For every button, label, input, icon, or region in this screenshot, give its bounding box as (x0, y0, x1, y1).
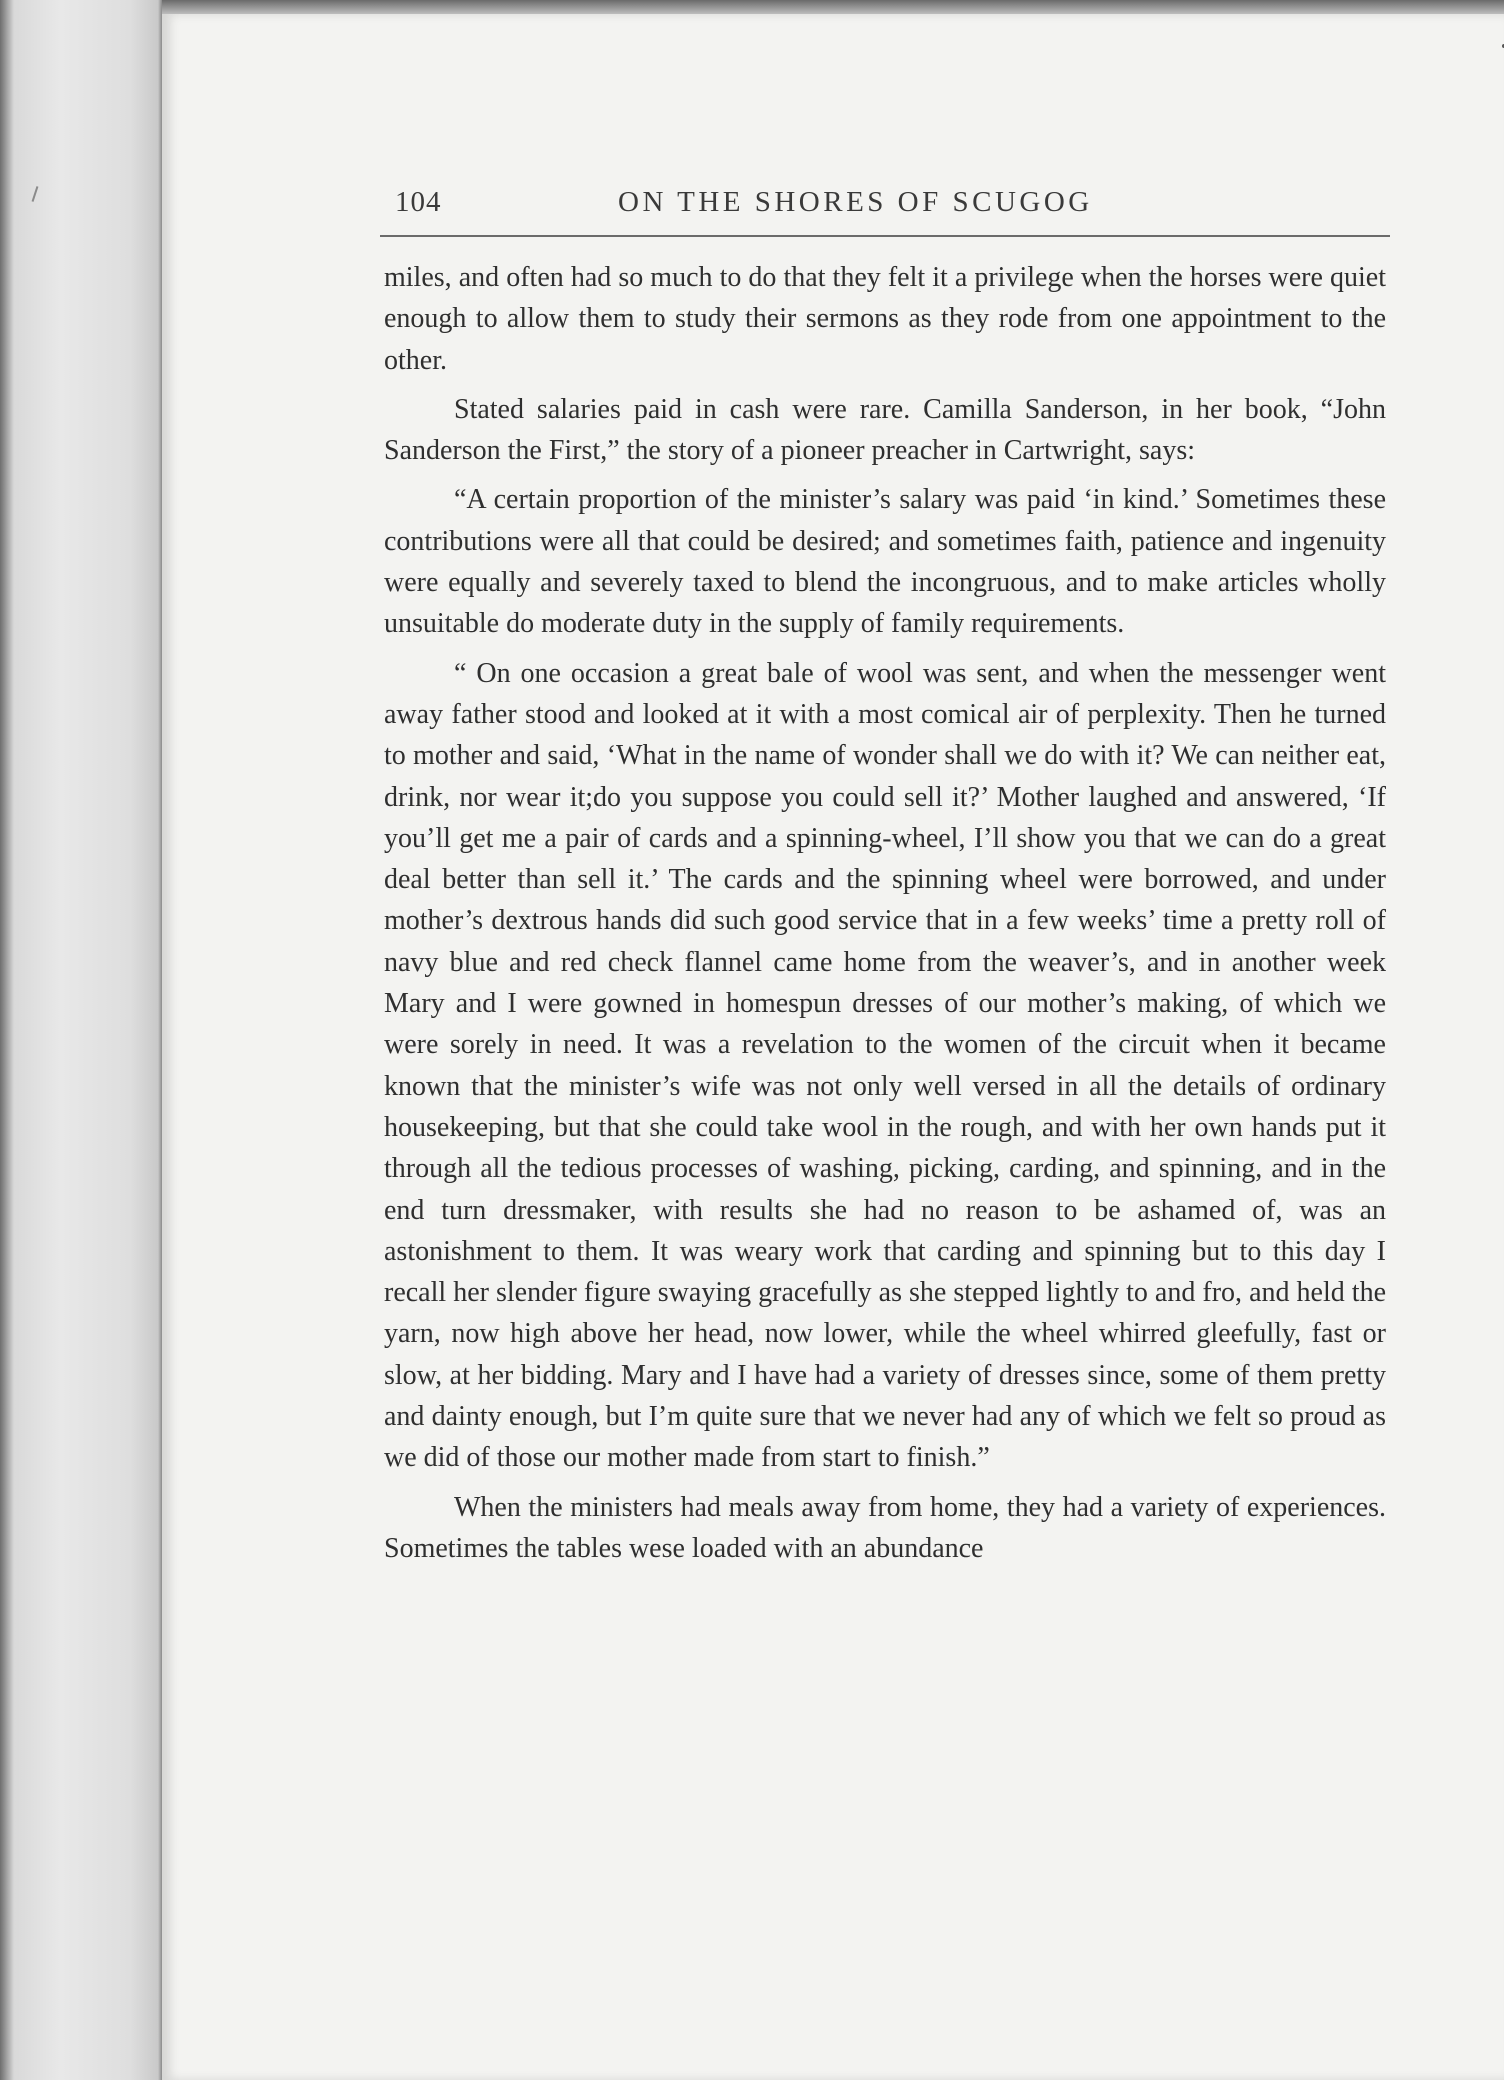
paragraph-continuation: miles, and often had so much to do that they felt it a privilege when the horses were quiet enough to allow them to study their sermons as they rode from one appointment to the other. (384, 262, 1386, 376)
paragraph-salaries: Stated salaries paid in cash were rare. Camilla Sanderson, in her book, “John Sanderson the First,” the story of a pioneer preacher in Cartwright, says: (384, 393, 1386, 467)
quote-paragraph-salary-in-kind: “A certain proportion of the minister’s salary was paid ‘in kind.’ Sometimes these contributions were all that could be desired; and sometimes faith, patience and ingenuity were equally and severely taxed to blend the incongruous, and to make articles wholly unsuitable do moderate duty in the supply of family requirements. (384, 484, 1386, 640)
page-number: 104 (395, 186, 442, 218)
book-spine-gutter (0, 0, 162, 2080)
header-rule (380, 235, 1390, 237)
quote-paragraph-bale-of-wool: “ On one occasion a great bale of wool was sent, and when the messenger went away father stood and looked at it with a most comical air of perplexity. Then he turned to mother and said, ‘What in the name of wonder shall we do with it? We can neither eat, drink, nor wear it;do you suppose you could sell it?’ Mother laughed and answered, ‘If you’ll get me a pair of cards and a spinning-wheel, I’ll show you that we can do a great deal better than sell it.’ The cards and the spinning wheel were borrowed, and under mother’s dextrous hands did such good service that in a few weeks’ time a pretty roll of navy blue and red check flannel came home from the weaver’s, and in another week Mary and I were gowned in homespun dresses of our mother’s making, of which we were sorely in need. It was a revelation to the women of the circuit when it became known that the minister’s wife was not only well versed in all the details of ordinary housekeeping, but that she could take wool in the rough, and with her own hands put it through all the tedious processes of washing, picking, carding, and spinning, and in the end turn dressmaker, with results she had no reason to be ashamed of, was an astonishment to them. It was weary work that carding and spinning but to this day I recall her slender figure swaying gracefully as she stepped lightly to and fro, and held the yarn, now high above her head, now lower, while the wheel whirred gleefully, fast or slow, at her bidding. Mary and I have had a variety of dresses since, some of them pretty and dainty enough, but I’m quite sure that we never had any of which we felt so proud as we did of those our mother made from start to finish.” (384, 657, 1386, 1474)
paragraph-meals-away: When the ministers had meals away from home, they had a variety of experiences. Sometimes the tables wese loaded with an abundance (384, 1491, 1386, 1564)
page-top-edge (162, 0, 1504, 14)
body-text (384, 257, 1386, 1569)
running-head: ON THE SHORES OF SCUGOG (618, 186, 1093, 218)
